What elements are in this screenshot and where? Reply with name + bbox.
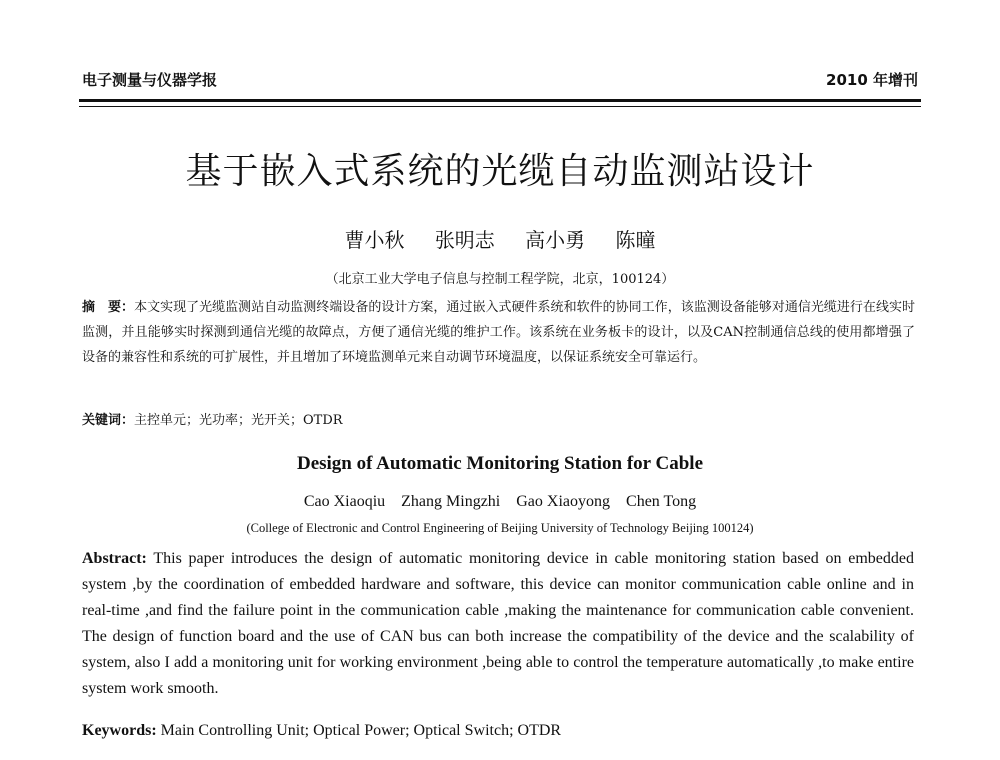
keywords-label-zh: 关键词：	[82, 413, 135, 428]
affiliation-english: (College of Electronic and Control Engineering of Beijing University of Technology Beijing 100124)	[246, 521, 754, 535]
running-head	[82, 68, 918, 90]
authors-chinese	[0, 224, 1000, 253]
title-chinese: 基于嵌入式系统的光缆自动监测站设计	[185, 151, 815, 192]
abstract-label-zh: 摘 要：	[82, 300, 135, 315]
header-rule-thick	[79, 99, 921, 102]
author-zh-3: 高小勇	[525, 228, 586, 252]
keywords-text-zh: 主控单元；光功率；光开关；OTDR	[134, 413, 343, 428]
author-zh-4: 陈曈	[615, 228, 656, 252]
abstract-text-en: This paper introduces the design of automatic monitoring device in cable monitoring station based on embedded system ,by the coordination of embedded hardware and software, this device can monitor communication cable online and in real-time ,and find the failure point in the communication cable ,making the maintenance for communication cable convenient. The design of function board and the use of CAN bus can both increase the compatibility of the device and the scalability of system, also I add a monitoring unit for working environment ,being able to control the temperature automatically ,to make entire system work smooth.	[82, 550, 914, 697]
abstract-text-zh: 本文实现了光缆监测站自动监测终端设备的设计方案，通过嵌入式硬件系统和软件的协同工作，该监测设备能够对通信光缆进行在线实时监测，并且能够实时探测到通信光缆的故障点，方便了通信光缆的维护工作。该系统在业务板卡的设计，以及CAN控制通信总线的使用都增强了设备的兼容性和系统的可扩展性，并且增加了环境监测单元来自动调节环境温度，以保证系统安全可靠运行。	[82, 300, 915, 365]
abstract-label-en: Abstract:	[82, 550, 147, 567]
issue-label: 2010 年增刊	[826, 71, 918, 89]
keywords-english	[82, 720, 914, 742]
author-en-1: Cao Xiaoqiu	[303, 493, 386, 510]
keywords-text-en: Main Controlling Unit; Optical Power; Optical Switch; OTDR	[160, 722, 562, 739]
author-en-4: Chen Tong	[626, 493, 697, 510]
keywords-label-en: Keywords:	[82, 722, 157, 739]
author-zh-2: 张明志	[434, 228, 495, 252]
journal-name: 电子测量与仪器学报	[82, 71, 218, 89]
author-zh-1: 曹小秋	[344, 228, 405, 252]
affiliation-chinese: （北京工业大学电子信息与控制工程学院，北京，100124）	[325, 272, 675, 287]
header-rule-thin	[79, 106, 921, 107]
title-english: Design of Automatic Monitoring Station for Cable	[296, 453, 704, 474]
abstract-english	[82, 546, 914, 702]
author-en-2: Zhang Mingzhi	[401, 493, 501, 510]
authors-english	[0, 493, 1000, 511]
author-en-3: Gao Xiaoyong	[516, 493, 611, 510]
keywords-chinese	[82, 411, 915, 431]
abstract-chinese	[82, 295, 915, 370]
